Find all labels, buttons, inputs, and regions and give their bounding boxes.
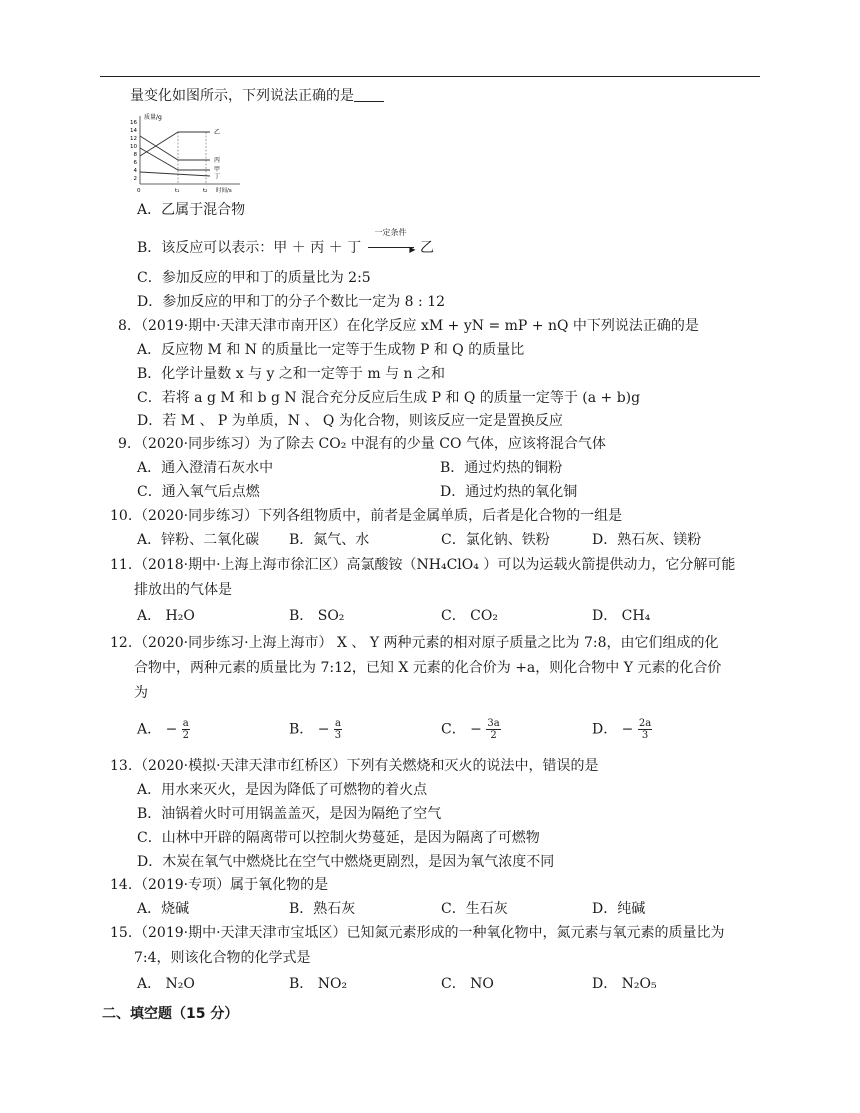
xtick: t₂: [203, 188, 208, 194]
q15-option-d: D． N₂O₅: [592, 976, 657, 992]
q11-option-a: A． H₂O: [137, 608, 195, 624]
ytick: 10: [130, 144, 137, 150]
q9-number: 9.: [118, 436, 132, 452]
q12-option-c: C． − $\frac{3a}{2}$: [441, 718, 500, 741]
ytick: 2: [133, 176, 137, 182]
q13-option-c: C．山林中开辟的隔离带可以控制火势蔓延，是因为隔离了可燃物: [137, 830, 540, 846]
q14-option-c: C．生石灰: [441, 901, 508, 917]
q12-option-a: A． − $\frac{a}{2}$: [137, 718, 189, 741]
q9-option-d: D．通过灼热的氧化铜: [440, 484, 578, 500]
ytick: 14: [130, 128, 137, 134]
q10-option-c: C．氯化钠、铁粉: [441, 532, 550, 548]
q8-option-a: A．反应物 M 和 N 的质量比一定等于生成物 P 和 Q 的质量比: [137, 342, 525, 358]
q14-option-d: D．纯碱: [592, 901, 646, 917]
ytick: 16: [130, 120, 137, 126]
q7-mass-time-chart: [128, 112, 250, 198]
q8-stem: （2019·期中·天津天津市南开区）在化学反应 xM + yN = mP + nQ 中下列说法正确的是: [134, 318, 699, 334]
series-label-ding: 丁: [214, 173, 221, 180]
q7-stem: 量变化如图所示，下列说法正确的是: [130, 86, 384, 106]
series-jia: [140, 148, 210, 170]
q8-option-b: B．化学计量数 x 与 y 之和一定等于 m 与 n 之和: [137, 366, 445, 382]
series-yi: [140, 132, 210, 156]
q8-option-c: C．若将 a g M 和 b g N 混合充分反应后生成 P 和 Q 的质量一定等于 (a + b)g: [137, 390, 641, 406]
q11-option-b: B． SO₂: [289, 608, 345, 624]
q10-number: 10.: [110, 508, 133, 524]
q15-option-b: B． NO₂: [289, 976, 348, 992]
q14-number: 14.: [110, 877, 133, 893]
q7-option-c: C．参加反应的甲和丁的质量比为 2:5: [137, 270, 371, 286]
q14-option-b: B．熟石灰: [289, 901, 356, 917]
q14-option-a: A．烧碱: [137, 901, 190, 917]
q8-number: 8.: [118, 318, 132, 334]
section-heading-fill-in: 二、填空题（15 分）: [102, 1006, 239, 1022]
ytick: 6: [133, 160, 137, 166]
series-label-yi: 乙: [214, 129, 221, 136]
ytick: 8: [133, 152, 137, 158]
reaction-arrow: 一定条件 ▶: [366, 238, 416, 258]
header-rule: [100, 76, 760, 77]
q12-option-b: B． − $\frac{a}{3}$: [289, 718, 342, 741]
ytick: 12: [130, 136, 137, 142]
q13-option-d: D．木炭在氧气中燃烧比在空气中燃烧更剧烈，是因为氧气浓度不同: [137, 854, 555, 870]
q11-option-c: C． CO₂: [441, 608, 498, 624]
q11-number: 11.: [110, 557, 133, 573]
q9-stem: （2020·同步练习）为了除去 CO₂ 中混有的少量 CO 气体，应该将混合气体: [134, 436, 606, 452]
q13-stem: （2020·模拟·天津天津市红桥区）下列有关燃烧和灭火的说法中，错误的是: [134, 758, 599, 774]
q9-option-b: B．通过灼热的铜粉: [440, 460, 563, 476]
q12-stem-line3: 为: [134, 685, 148, 701]
ytick: 4: [133, 168, 137, 174]
chart-ylabel: 质量/g: [144, 114, 162, 121]
q13-option-b: B．油锅着火时可用锅盖盖灭，是因为隔绝了空气: [137, 806, 442, 822]
q7-option-a: A．乙属于混合物: [137, 202, 246, 218]
q7-option-d: D．参加反应的甲和丁的分子个数比一定为 8 : 12: [137, 294, 446, 310]
q11-option-d: D． CH₄: [592, 608, 651, 624]
q14-stem: （2019·专项）属于氧化物的是: [134, 877, 329, 893]
q7-option-b: B．该反应可以表示：甲 ＋ 丙 ＋ 丁 一定条件 ▶ 乙: [137, 228, 434, 256]
q15-option-a: A． N₂O: [137, 976, 195, 992]
q15-stem-line1: （2019·期中·天津天津市宝坻区）已知氮元素形成的一种氧化物中，氮元素与氧元素的质量比为: [134, 925, 725, 941]
q10-option-a: A．锌粉、二氧化碳: [137, 532, 260, 548]
q11-stem-line1: （2018·期中·上海上海市徐汇区）高氯酸铵（NH₄ClO₄ ）可以为运载火箭提供动力，它分解可能: [134, 557, 736, 573]
series-bing: [140, 136, 210, 160]
q13-number: 13.: [110, 758, 133, 774]
q10-option-d: D．熟石灰、镁粉: [592, 532, 702, 548]
chart-xlabel: 时间/s: [216, 188, 232, 194]
series-label-jia: 甲: [214, 166, 221, 173]
q12-stem-line1: （2020·同步练习·上海上海市） X 、 Y 两种元素的相对原子质量之比为 7:8，由它们组成的化: [134, 635, 719, 651]
xtick: 0: [137, 188, 141, 194]
q11-stem-line2: 排放出的气体是: [134, 582, 232, 598]
q9-option-a: A．通入澄清石灰水中: [137, 460, 274, 476]
q12-number: 12.: [110, 635, 133, 651]
series-ding: [140, 172, 210, 176]
q10-stem: （2020·同步练习）下列各组物质中，前者是金属单质，后者是化合物的一组是: [134, 508, 623, 524]
xtick: t₁: [175, 188, 180, 194]
q13-option-a: A．用水来灭火，是因为降低了可燃物的着火点: [137, 782, 428, 798]
q15-option-c: C． NO: [441, 976, 494, 992]
q10-option-b: B．氮气、水: [289, 532, 370, 548]
q15-number: 15.: [110, 925, 133, 941]
q8-option-d: D．若 M 、 P 为单质，N 、 Q 为化合物，则该反应一定是置换反应: [137, 413, 563, 429]
q12-option-d: D． − $\frac{2a}{3}$: [592, 718, 652, 741]
q12-stem-line2: 合物中，两种元素的质量比为 7:12，已知 X 元素的化合价为 +a，则化合物中 Y 元素的化合价: [134, 660, 722, 676]
answer-blank: [354, 87, 384, 102]
series-label-bing: 丙: [214, 157, 221, 164]
q9-option-c: C．通入氧气后点燃: [137, 484, 260, 500]
q15-stem-line2: 7:4，则该化合物的化学式是: [134, 950, 311, 966]
